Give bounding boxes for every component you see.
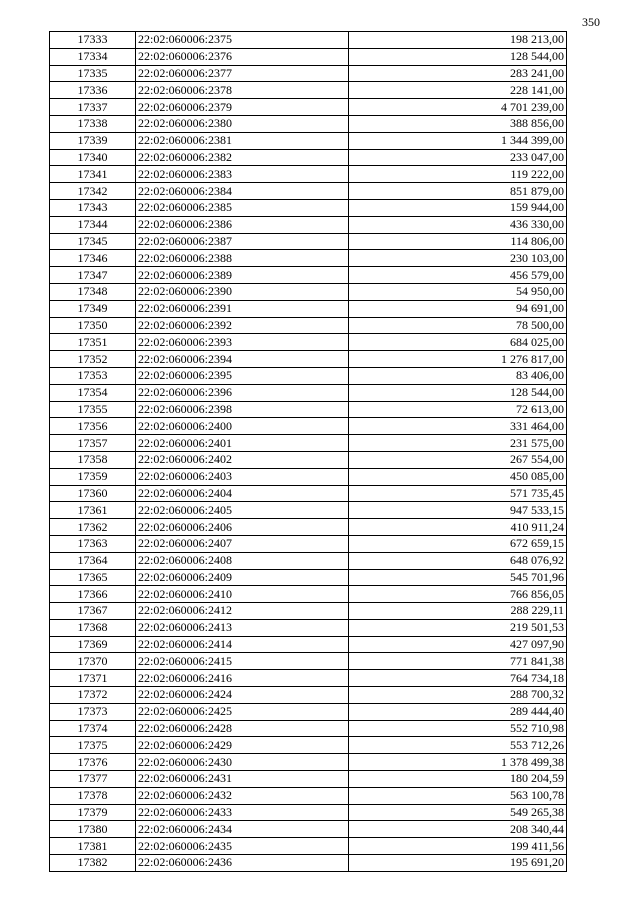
table-row (50, 552, 567, 569)
row-number-cell: 17345 (50, 233, 136, 250)
table-row (50, 401, 567, 418)
cadastral-value-cell: 410 911,24 (349, 519, 567, 536)
table-row (50, 32, 567, 49)
table-row (50, 451, 567, 468)
cadastral-number-cell: 22:02:060006:2383 (136, 166, 349, 183)
cadastral-number-cell: 22:02:060006:2435 (136, 838, 349, 855)
cadastral-value-cell: 228 141,00 (349, 82, 567, 99)
table-row (50, 787, 567, 804)
cadastral-value-cell: 563 100,78 (349, 787, 567, 804)
table-row (50, 367, 567, 384)
cadastral-number-cell: 22:02:060006:2434 (136, 821, 349, 838)
row-number-cell: 17355 (50, 401, 136, 418)
cadastral-number-cell: 22:02:060006:2398 (136, 401, 349, 418)
row-number-cell: 17356 (50, 418, 136, 435)
row-number-cell: 17358 (50, 451, 136, 468)
row-number-cell: 17364 (50, 552, 136, 569)
table-row (50, 703, 567, 720)
row-number-cell: 17359 (50, 468, 136, 485)
row-number-cell: 17340 (50, 149, 136, 166)
cadastral-number-cell: 22:02:060006:2378 (136, 82, 349, 99)
table-row (50, 838, 567, 855)
row-number-cell: 17352 (50, 351, 136, 368)
row-number-cell: 17335 (50, 65, 136, 82)
table-row (50, 115, 567, 132)
cadastral-value-cell: 648 076,92 (349, 552, 567, 569)
row-number-cell: 17357 (50, 435, 136, 452)
table-row (50, 317, 567, 334)
row-number-cell: 17377 (50, 771, 136, 788)
table-row (50, 99, 567, 116)
row-number-cell: 17367 (50, 603, 136, 620)
cadastral-value-cell: 283 241,00 (349, 65, 567, 82)
row-number-cell: 17333 (50, 32, 136, 49)
cadastral-value-cell: 288 700,32 (349, 687, 567, 704)
cadastral-value-table (49, 31, 567, 872)
table-row (50, 65, 567, 82)
cadastral-number-cell: 22:02:060006:2431 (136, 771, 349, 788)
cadastral-value-cell: 672 659,15 (349, 535, 567, 552)
table-row (50, 82, 567, 99)
cadastral-number-cell: 22:02:060006:2428 (136, 720, 349, 737)
table-row (50, 48, 567, 65)
cadastral-number-cell: 22:02:060006:2413 (136, 619, 349, 636)
cadastral-number-cell: 22:02:060006:2392 (136, 317, 349, 334)
cadastral-number-cell: 22:02:060006:2388 (136, 250, 349, 267)
cadastral-value-cell: 83 406,00 (349, 367, 567, 384)
row-number-cell: 17334 (50, 48, 136, 65)
row-number-cell: 17379 (50, 804, 136, 821)
cadastral-value-cell: 195 691,20 (349, 855, 567, 872)
table-row (50, 132, 567, 149)
table-row (50, 855, 567, 872)
table-row (50, 670, 567, 687)
table-row (50, 166, 567, 183)
cadastral-number-cell: 22:02:060006:2395 (136, 367, 349, 384)
table-row (50, 603, 567, 620)
row-number-cell: 17363 (50, 535, 136, 552)
cadastral-number-cell: 22:02:060006:2385 (136, 199, 349, 216)
page-number: 350 (582, 15, 600, 29)
table-row (50, 485, 567, 502)
table-row (50, 149, 567, 166)
cadastral-value-cell: 388 856,00 (349, 115, 567, 132)
row-number-cell: 17341 (50, 166, 136, 183)
table-row (50, 636, 567, 653)
table-row (50, 468, 567, 485)
table-row (50, 267, 567, 284)
table-row (50, 418, 567, 435)
cadastral-value-cell: 427 097,90 (349, 636, 567, 653)
cadastral-value-cell: 553 712,26 (349, 737, 567, 754)
cadastral-number-cell: 22:02:060006:2407 (136, 535, 349, 552)
cadastral-value-cell: 230 103,00 (349, 250, 567, 267)
row-number-cell: 17362 (50, 519, 136, 536)
row-number-cell: 17376 (50, 754, 136, 771)
table-row (50, 233, 567, 250)
cadastral-value-cell: 54 950,00 (349, 283, 567, 300)
cadastral-value-cell: 231 575,00 (349, 435, 567, 452)
row-number-cell: 17343 (50, 199, 136, 216)
row-number-cell: 17372 (50, 687, 136, 704)
cadastral-value-cell: 450 085,00 (349, 468, 567, 485)
cadastral-number-cell: 22:02:060006:2390 (136, 283, 349, 300)
cadastral-value-cell: 94 691,00 (349, 300, 567, 317)
cadastral-value-cell: 549 265,38 (349, 804, 567, 821)
cadastral-value-cell: 456 579,00 (349, 267, 567, 284)
table-row (50, 569, 567, 586)
cadastral-number-cell: 22:02:060006:2382 (136, 149, 349, 166)
cadastral-number-cell: 22:02:060006:2425 (136, 703, 349, 720)
table-row (50, 183, 567, 200)
table-row (50, 821, 567, 838)
row-number-cell: 17368 (50, 619, 136, 636)
row-number-cell: 17336 (50, 82, 136, 99)
table-row (50, 653, 567, 670)
cadastral-number-cell: 22:02:060006:2389 (136, 267, 349, 284)
cadastral-number-cell: 22:02:060006:2402 (136, 451, 349, 468)
cadastral-number-cell: 22:02:060006:2394 (136, 351, 349, 368)
cadastral-value-cell: 552 710,98 (349, 720, 567, 737)
cadastral-value-cell: 771 841,38 (349, 653, 567, 670)
cadastral-value-cell: 198 213,00 (349, 32, 567, 49)
table-row (50, 804, 567, 821)
cadastral-value-cell: 1 378 499,38 (349, 754, 567, 771)
cadastral-value-cell: 180 204,59 (349, 771, 567, 788)
table-row (50, 754, 567, 771)
row-number-cell: 17378 (50, 787, 136, 804)
cadastral-value-cell: 208 340,44 (349, 821, 567, 838)
row-number-cell: 17382 (50, 855, 136, 872)
cadastral-value-cell: 72 613,00 (349, 401, 567, 418)
row-number-cell: 17380 (50, 821, 136, 838)
cadastral-number-cell: 22:02:060006:2380 (136, 115, 349, 132)
cadastral-number-cell: 22:02:060006:2403 (136, 468, 349, 485)
table-body (50, 32, 567, 872)
table-row (50, 199, 567, 216)
cadastral-number-cell: 22:02:060006:2377 (136, 65, 349, 82)
table-row (50, 250, 567, 267)
row-number-cell: 17375 (50, 737, 136, 754)
row-number-cell: 17347 (50, 267, 136, 284)
row-number-cell: 17338 (50, 115, 136, 132)
cadastral-number-cell: 22:02:060006:2396 (136, 384, 349, 401)
row-number-cell: 17350 (50, 317, 136, 334)
cadastral-number-cell: 22:02:060006:2406 (136, 519, 349, 536)
row-number-cell: 17344 (50, 216, 136, 233)
cadastral-value-cell: 1 344 399,00 (349, 132, 567, 149)
row-number-cell: 17354 (50, 384, 136, 401)
row-number-cell: 17360 (50, 485, 136, 502)
cadastral-value-cell: 4 701 239,00 (349, 99, 567, 116)
cadastral-number-cell: 22:02:060006:2393 (136, 334, 349, 351)
cadastral-value-cell: 331 464,00 (349, 418, 567, 435)
cadastral-number-cell: 22:02:060006:2409 (136, 569, 349, 586)
cadastral-value-cell: 684 025,00 (349, 334, 567, 351)
row-number-cell: 17361 (50, 502, 136, 519)
cadastral-number-cell: 22:02:060006:2387 (136, 233, 349, 250)
cadastral-number-cell: 22:02:060006:2416 (136, 670, 349, 687)
row-number-cell: 17366 (50, 586, 136, 603)
cadastral-value-cell: 219 501,53 (349, 619, 567, 636)
cadastral-value-cell: 199 411,56 (349, 838, 567, 855)
cadastral-value-cell: 114 806,00 (349, 233, 567, 250)
row-number-cell: 17370 (50, 653, 136, 670)
cadastral-number-cell: 22:02:060006:2386 (136, 216, 349, 233)
table-row (50, 384, 567, 401)
cadastral-number-cell: 22:02:060006:2384 (136, 183, 349, 200)
cadastral-number-cell: 22:02:060006:2400 (136, 418, 349, 435)
cadastral-value-cell: 289 444,40 (349, 703, 567, 720)
table-row (50, 351, 567, 368)
table-row (50, 435, 567, 452)
table-row (50, 216, 567, 233)
table-row (50, 283, 567, 300)
cadastral-number-cell: 22:02:060006:2433 (136, 804, 349, 821)
table-row (50, 771, 567, 788)
cadastral-number-cell: 22:02:060006:2414 (136, 636, 349, 653)
row-number-cell: 17371 (50, 670, 136, 687)
row-number-cell: 17365 (50, 569, 136, 586)
cadastral-value-cell: 947 533,15 (349, 502, 567, 519)
row-number-cell: 17374 (50, 720, 136, 737)
cadastral-value-cell: 159 944,00 (349, 199, 567, 216)
table-row (50, 619, 567, 636)
cadastral-value-cell: 436 330,00 (349, 216, 567, 233)
cadastral-value-cell: 233 047,00 (349, 149, 567, 166)
row-number-cell: 17381 (50, 838, 136, 855)
cadastral-value-cell: 119 222,00 (349, 166, 567, 183)
cadastral-value-cell: 571 735,45 (349, 485, 567, 502)
cadastral-value-cell: 851 879,00 (349, 183, 567, 200)
cadastral-number-cell: 22:02:060006:2405 (136, 502, 349, 519)
cadastral-number-cell: 22:02:060006:2404 (136, 485, 349, 502)
cadastral-number-cell: 22:02:060006:2436 (136, 855, 349, 872)
cadastral-number-cell: 22:02:060006:2412 (136, 603, 349, 620)
row-number-cell: 17353 (50, 367, 136, 384)
table-row (50, 519, 567, 536)
table-row (50, 737, 567, 754)
cadastral-number-cell: 22:02:060006:2430 (136, 754, 349, 771)
row-number-cell: 17337 (50, 99, 136, 116)
table-row (50, 687, 567, 704)
cadastral-value-cell: 764 734,18 (349, 670, 567, 687)
cadastral-value-cell: 288 229,11 (349, 603, 567, 620)
row-number-cell: 17342 (50, 183, 136, 200)
cadastral-number-cell: 22:02:060006:2401 (136, 435, 349, 452)
cadastral-value-cell: 128 544,00 (349, 384, 567, 401)
cadastral-number-cell: 22:02:060006:2375 (136, 32, 349, 49)
row-number-cell: 17351 (50, 334, 136, 351)
cadastral-value-cell: 267 554,00 (349, 451, 567, 468)
cadastral-number-cell: 22:02:060006:2376 (136, 48, 349, 65)
cadastral-number-cell: 22:02:060006:2432 (136, 787, 349, 804)
cadastral-number-cell: 22:02:060006:2379 (136, 99, 349, 116)
cadastral-value-cell: 1 276 817,00 (349, 351, 567, 368)
cadastral-number-cell: 22:02:060006:2429 (136, 737, 349, 754)
cadastral-value-cell: 545 701,96 (349, 569, 567, 586)
row-number-cell: 17346 (50, 250, 136, 267)
row-number-cell: 17348 (50, 283, 136, 300)
table-row (50, 300, 567, 317)
cadastral-number-cell: 22:02:060006:2415 (136, 653, 349, 670)
row-number-cell: 17349 (50, 300, 136, 317)
cadastral-number-cell: 22:02:060006:2391 (136, 300, 349, 317)
row-number-cell: 17339 (50, 132, 136, 149)
table-row (50, 535, 567, 552)
cadastral-value-cell: 766 856,05 (349, 586, 567, 603)
cadastral-number-cell: 22:02:060006:2424 (136, 687, 349, 704)
cadastral-value-cell: 128 544,00 (349, 48, 567, 65)
cadastral-number-cell: 22:02:060006:2381 (136, 132, 349, 149)
table-row (50, 720, 567, 737)
cadastral-number-cell: 22:02:060006:2410 (136, 586, 349, 603)
cadastral-number-cell: 22:02:060006:2408 (136, 552, 349, 569)
cadastral-value-cell: 78 500,00 (349, 317, 567, 334)
table-row (50, 586, 567, 603)
table-row (50, 502, 567, 519)
row-number-cell: 17369 (50, 636, 136, 653)
row-number-cell: 17373 (50, 703, 136, 720)
table-row (50, 334, 567, 351)
